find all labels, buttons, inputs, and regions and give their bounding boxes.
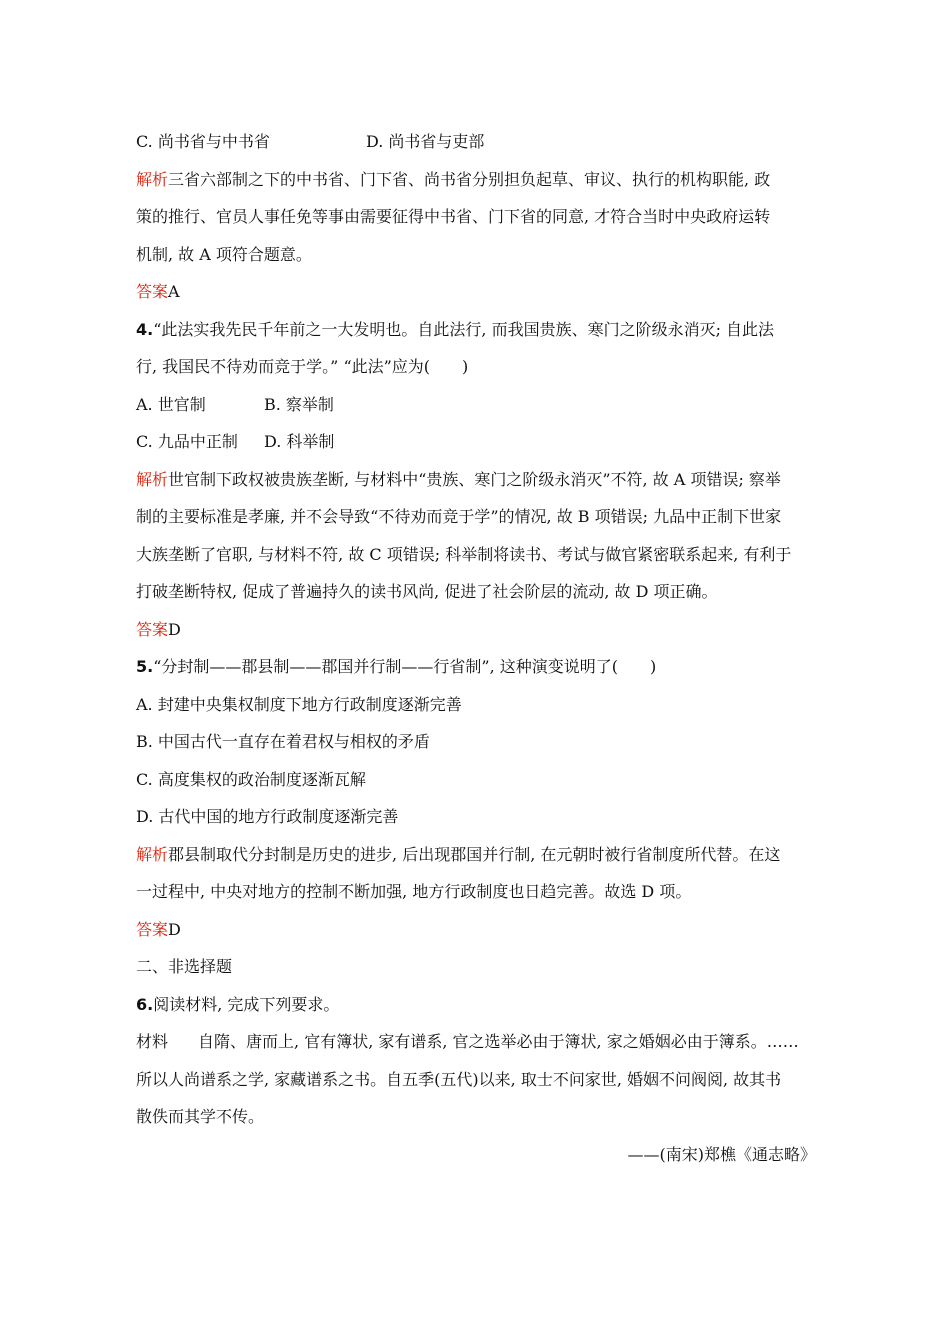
q6-material-text-3: 散佚而其学不传。 xyxy=(136,1107,265,1126)
q4-analysis-text-3: 大族垄断了官职, 与材料不符, 故 C 项错误; 科举制将读书、考试与做官紧密联系起来, 有利于 xyxy=(136,544,792,564)
q3-option-c: C. 尚书省与中书省 xyxy=(136,132,270,151)
q5-stem-text: “分封制——郡县制——郡国并行制——行省制”, 这种演变说明了( ) xyxy=(153,657,657,676)
analysis-label: 解析 xyxy=(136,169,169,189)
q5-analysis-text-2: 一过程中, 中央对地方的控制不断加强, 地方行政制度也日趋完善。故选 D 项。 xyxy=(136,882,692,901)
q3-answer xyxy=(136,273,816,311)
material-label: 材料 xyxy=(136,1032,169,1051)
q4-answer xyxy=(136,611,816,649)
q5-option-c: C. 高度集权的政治制度逐渐瓦解 xyxy=(136,769,366,789)
q6-source-citation: ——(南宋)郑樵《通志略》 xyxy=(627,1144,816,1164)
q4-option-b: B. 察举制 xyxy=(264,394,334,414)
q4-stem-text-2: 行, 我国民不待劝而竞于学。” “此法”应为( ) xyxy=(136,357,469,376)
q6-number: 6. xyxy=(136,994,154,1014)
q5-answer xyxy=(136,911,816,949)
q6-stem xyxy=(136,986,816,1024)
q6-stem-text: 阅读材料, 完成下列要求。 xyxy=(153,994,340,1014)
q3-answer-value: A xyxy=(168,282,180,301)
q4-stem-text-1: “此法实我先民千年前之一大发明也。自此法行, 而我国贵族、寒门之阶级永消灭; 自此法 xyxy=(153,319,775,339)
answer-label: 答案 xyxy=(136,619,169,639)
q5-option-a: A. 封建中央集权制度下地方行政制度逐渐完善 xyxy=(136,694,462,714)
q4-option-c: C. 九品中正制 xyxy=(136,432,238,451)
q3-option-d: D. 尚书省与吏部 xyxy=(366,132,485,151)
q4-options-cd xyxy=(136,423,816,461)
q4-stem xyxy=(136,311,816,349)
section-title: 二、非选择题 xyxy=(136,957,233,976)
q5-stem xyxy=(136,648,816,686)
q5-analysis xyxy=(136,836,816,874)
q3-analysis-text-1: 三省六部制之下的中书省、门下省、尚书省分别担负起草、审议、执行的机构职能, 政 xyxy=(168,169,771,189)
q4-answer-value: D xyxy=(168,619,181,639)
q4-analysis-text-2: 制的主要标准是孝廉, 并不会导致“不待劝而竞于学”的情况, 故 B 项错误; 九品中正制下世家 xyxy=(136,507,782,526)
q4-analysis-text-4: 打破垄断特权, 促成了普遍持久的读书风尚, 促进了社会阶层的流动, 故 D 项正确。 xyxy=(136,582,718,601)
q3-options-cd xyxy=(136,123,816,161)
analysis-label: 解析 xyxy=(136,469,169,489)
q6-material-text-1: 自隋、唐而上, 官有簿状, 家有谱系, 官之选举必由于簿状, 家之婚姻必由于簿系。…… xyxy=(198,1032,799,1051)
document-content xyxy=(136,123,816,1173)
q5-answer-value: D xyxy=(168,919,181,939)
answer-label: 答案 xyxy=(136,919,169,939)
q5-option-b: B. 中国古代一直存在着君权与相权的矛盾 xyxy=(136,732,430,751)
q5-option-d: D. 古代中国的地方行政制度逐渐完善 xyxy=(136,807,399,826)
q5-number: 5. xyxy=(136,657,154,676)
q4-analysis xyxy=(136,461,816,499)
q4-analysis-text-1: 世官制下政权被贵族垄断, 与材料中“贵族、寒门之阶级永消灭”不符, 故 A 项错误; 察举 xyxy=(168,469,781,489)
q5-analysis-text-1: 郡县制取代分封制是历史的进步, 后出现郡国并行制, 在元朝时被行省制度所代替。在这 xyxy=(168,844,781,864)
q6-material-text-2: 所以人尚谱系之学, 家藏谱系之书。自五季(五代)以来, 取士不问家世, 婚姻不问阀阅, 故其书 xyxy=(136,1069,782,1089)
q4-number: 4. xyxy=(136,319,154,339)
q3-analysis-text-3: 机制, 故 A 项符合题意。 xyxy=(136,244,312,264)
answer-label: 答案 xyxy=(136,282,169,301)
q4-option-a: A. 世官制 xyxy=(136,394,206,414)
q4-option-d: D. 科举制 xyxy=(264,432,335,451)
q3-analysis-text-2: 策的推行、官员人事任免等事由需要征得中书省、门下省的同意, 才符合当时中央政府运转 xyxy=(136,207,771,226)
analysis-label: 解析 xyxy=(136,844,169,864)
q3-analysis xyxy=(136,161,816,199)
q6-material xyxy=(136,1023,816,1061)
q4-options-ab xyxy=(136,386,816,424)
